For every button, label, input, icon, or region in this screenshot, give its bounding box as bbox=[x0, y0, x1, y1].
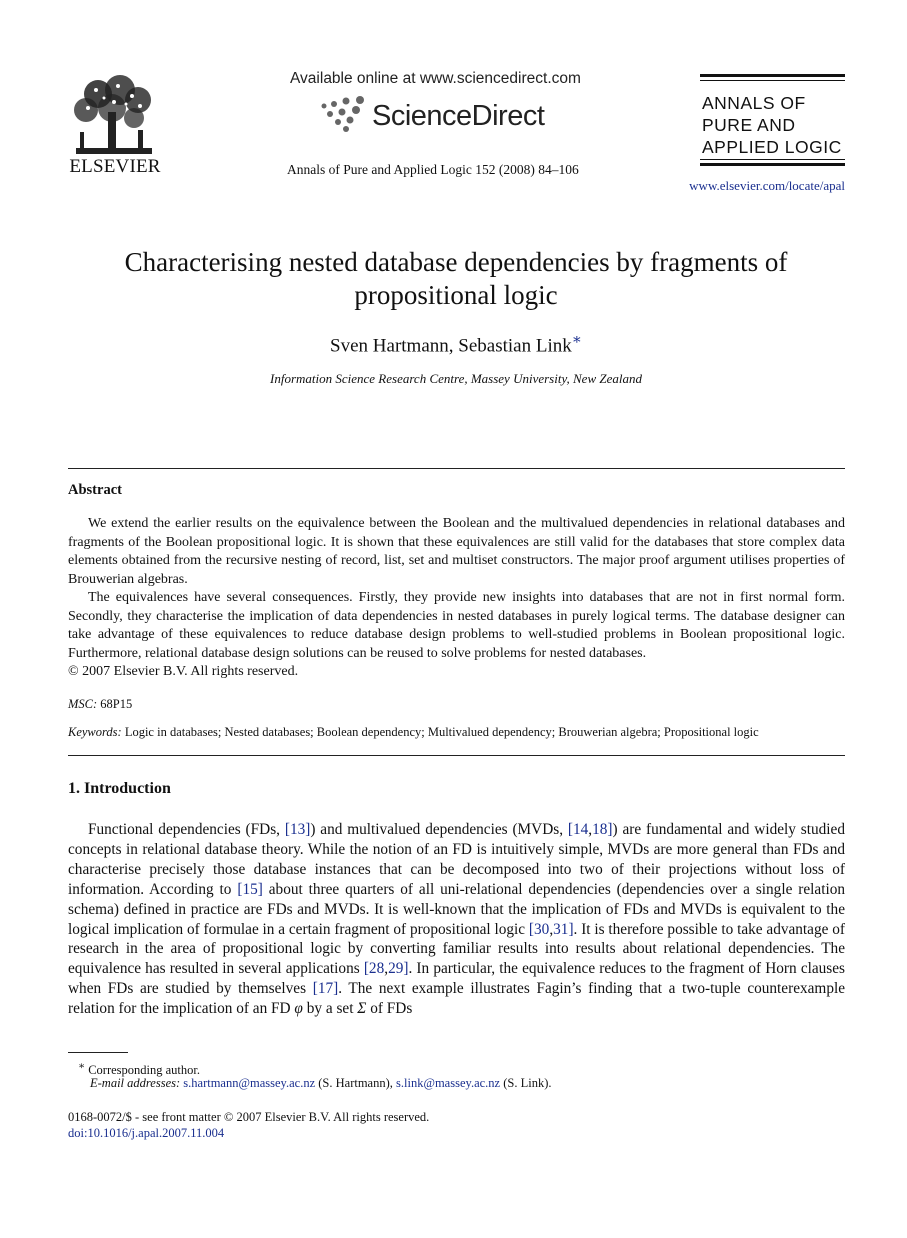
citation-link[interactable]: 31] bbox=[553, 920, 574, 938]
sciencedirect-wordmark: ScienceDirect bbox=[372, 100, 545, 132]
email-link[interactable]: s.link@massey.ac.nz bbox=[396, 1076, 501, 1090]
citation-link[interactable]: [15] bbox=[237, 880, 263, 898]
section-heading: 1. Introduction bbox=[68, 780, 171, 797]
footnote-corresponding: ∗ Corresponding author. bbox=[78, 1061, 200, 1078]
introduction-paragraph: Functional dependencies (FDs, [13]) and multivalued dependencies (MVDs, [14,18]) are fundamental and widely studied concepts in relational database theory. While the notion of an FD is intuitively simple, MVDs are more general than FDs and characterise precisely those database instances that can be decomposed into two of their projections without loss of information. According to [15] about three quarters of all uni-relational dependencies (dependencies over a single relation schema) defined in practice are FDs and MVDs. It is well-known that the implication of FDs and MVDs is equivalent to the logical implication of formulae in a certain fragment of propositional logic [30,31]. It is therefore possible to take advantage of research in the area of propositional logic by converting familiar results into results about relational dependencies. The equivalence has resulted in several applications [28,29]. In particular, the equivalence reduces to the fragment of Horn clauses when FDs are studied by themselves [17]. The next example illustrates Fagin’s finding that a two-tuple counterexample relation for the implication of an FD φ by a set Σ of FDs bbox=[68, 821, 846, 1018]
abstract-heading: Abstract bbox=[68, 482, 122, 498]
doi-link[interactable]: doi:10.1016/j.apal.2007.11.004 bbox=[68, 1126, 225, 1140]
msc-line: MSC: 68P15 bbox=[68, 697, 133, 711]
footnote-rule bbox=[68, 1052, 128, 1053]
keywords-line: Keywords: Logic in databases; Nested databases; Boolean dependency; Multivalued dependency; Brouwerian algebra; Propositional logic bbox=[68, 725, 759, 739]
elsevier-tree-logo bbox=[68, 72, 158, 158]
abstract-body bbox=[68, 515, 845, 682]
citation-link[interactable]: [17] bbox=[312, 980, 339, 998]
divider bbox=[68, 755, 845, 756]
publisher-name: ELSEVIER bbox=[69, 156, 161, 177]
email-link[interactable]: s.hartmann@massey.ac.nz bbox=[183, 1076, 316, 1090]
citation-link[interactable]: [30 bbox=[528, 920, 550, 938]
divider bbox=[68, 468, 845, 469]
journal-rule bbox=[700, 159, 845, 160]
journal-name: ANNALS OF PURE AND APPLIED LOGIC bbox=[702, 93, 842, 157]
available-online-line: Available online at www.sciencedirect.com bbox=[290, 70, 581, 87]
article-authors: Sven Hartmann, Sebastian Link∗ bbox=[330, 332, 582, 357]
author-affiliation: Information Science Research Centre, Massey University, New Zealand bbox=[270, 371, 642, 386]
abstract-copyright: © 2007 Elsevier B.V. All rights reserved. bbox=[68, 664, 299, 679]
journal-rule bbox=[700, 80, 845, 81]
corresponding-author-mark[interactable]: ∗ bbox=[571, 332, 582, 348]
article-title: Characterising nested database dependencies by fragments of propositional logic bbox=[124, 247, 788, 310]
journal-rule bbox=[700, 163, 845, 166]
footnote-emails: E-mail addresses: s.hartmann@massey.ac.nz (S. Hartmann), s.link@massey.ac.nz (S. Link). bbox=[90, 1076, 552, 1090]
citation-link[interactable]: 29] bbox=[388, 960, 409, 978]
introduction-body bbox=[68, 820, 845, 1019]
abstract-paragraph: We extend the earlier results on the equivalence between the Boolean and the multivalued dependencies in relational databases and fragments of the Boolean propositional logic. It is shown that these equivalences are still valid for the databases that store complex data elements obtained from the recursive nesting of record, list, set and multiset constructors. The major proof argument utilises properties of Brouwerian algebras. bbox=[68, 516, 845, 587]
abstract-paragraph: The equivalences have several consequences. Firstly, they provide new insights into databases that are not in first normal form. Secondly, they characterise the implication of data dependencies in nested databases in purely logical terms. The database designer can take advantage of these equivalences to reduce database design problems to well-studied problems in Boolean propositional logic. Furthermore, relational database design solutions can be reused to solve problems for nested databases. bbox=[68, 590, 845, 661]
journal-url-link[interactable]: www.elsevier.com/locate/apal bbox=[689, 178, 845, 193]
journal-citation: Annals of Pure and Applied Logic 152 (2008) 84–106 bbox=[287, 162, 579, 177]
journal-rule bbox=[700, 74, 845, 77]
front-matter-line: 0168-0072/$ - see front matter © 2007 Elsevier B.V. All rights reserved. bbox=[68, 1110, 430, 1124]
citation-link[interactable]: [28 bbox=[363, 960, 385, 978]
citation-link[interactable]: 18] bbox=[592, 821, 613, 838]
citation-link[interactable]: [14 bbox=[567, 821, 589, 838]
citation-link[interactable]: [13] bbox=[284, 821, 311, 838]
